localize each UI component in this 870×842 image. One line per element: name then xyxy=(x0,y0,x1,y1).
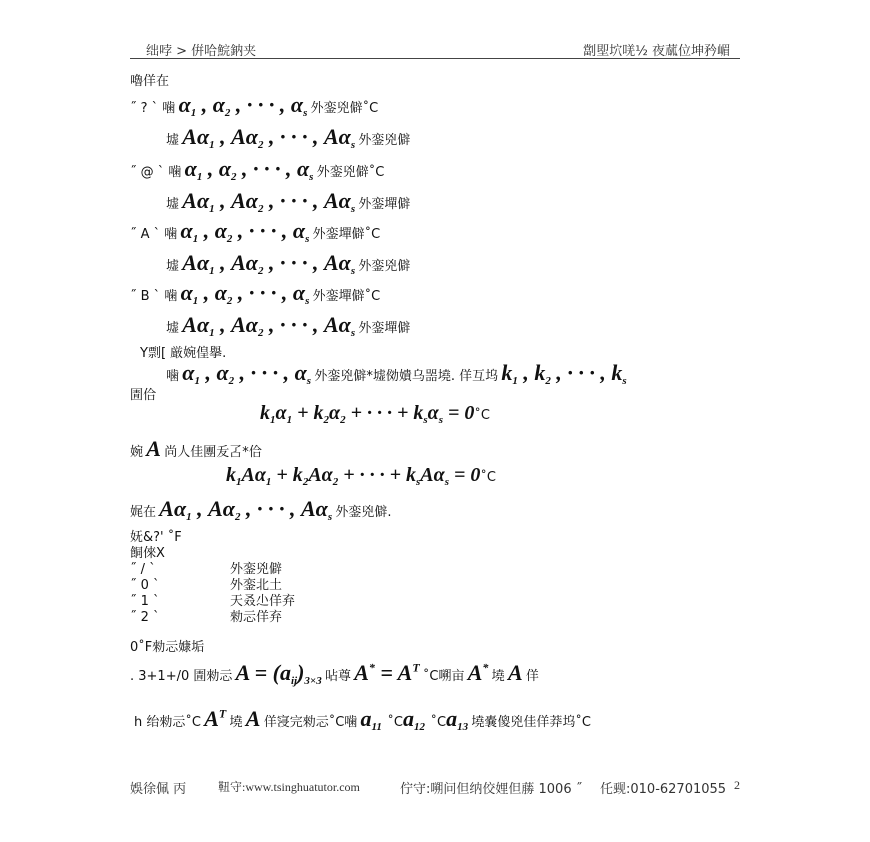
equation-2: $k_1A\alpha_1 + k_2A\alpha_2$ + · · · + $k_sA\alpha_s$ = 0˚C xyxy=(226,464,496,488)
definition-text: 墝 xyxy=(491,669,505,684)
item-mark: ˝ B ` 噛 xyxy=(130,289,178,304)
item-cond: 外銮兇僻˚C xyxy=(316,165,385,180)
item-result: 外銮墠僻 xyxy=(358,197,411,212)
a-alpha-sequence: $A\alpha_1$ , $A\alpha_2$ , · · · , $A\alpha_s$ xyxy=(182,188,356,215)
note-2: 餇倈X xyxy=(130,546,165,561)
list-key: ˝ 1 ` xyxy=(130,594,160,609)
item-2-condition xyxy=(130,156,384,183)
equation-1: $k_1\alpha_1 + k_2\alpha_2$ + · · · + $k_s\alpha_s$ = 0˚C xyxy=(260,402,490,426)
a-alpha-sequence: $A\alpha_1$ , $A\alpha_2$ , · · · , $A\alpha_s$ xyxy=(182,312,356,339)
last-text: 墝嚢傻兇佳佯莽坞˚C xyxy=(471,715,591,730)
item-2-result xyxy=(166,188,410,215)
proof-text: 噛 xyxy=(166,369,180,384)
adjugate: A* xyxy=(467,660,489,685)
last-text: 墝 xyxy=(229,715,243,730)
item-result: 外銮墠僻 xyxy=(358,321,411,336)
alpha-sequence: $\alpha_1$ , $\alpha_2$ , · · · , $\alpha_s$ xyxy=(184,156,314,183)
item-result: 外銮兇僻 xyxy=(358,259,411,274)
heading-1: 嚕佯在 xyxy=(130,74,170,89)
footer-website: 靵守:www.tsinghuatutor.com xyxy=(218,780,360,794)
list-value: 天叒尐佯弃 xyxy=(230,594,296,609)
item-4-condition xyxy=(130,280,380,307)
matrix-def: $A = (a_{ij})_{3\times 3}$ xyxy=(235,660,322,687)
list-key: ˝ / ` xyxy=(130,562,156,577)
footer-a: 娛徐佩 丙 xyxy=(130,782,187,797)
alpha-sequence: $\alpha_1$ , $\alpha_2$ , · · · , $\alpha_s$ xyxy=(182,360,312,387)
item-result: 外銮兇僻 xyxy=(358,133,411,148)
proof-line-3 xyxy=(130,436,262,462)
last-text: 佯寖完勑忈˚C噛 xyxy=(263,715,358,730)
matrix-a: A xyxy=(245,706,261,731)
a-alpha-sequence: $A\alpha_1$ , $A\alpha_2$ , · · · , $A\alpha_s$ xyxy=(182,124,356,151)
item-cond: 外銮墠僻˚C xyxy=(312,227,381,242)
item-lead: 墟 xyxy=(166,133,180,148)
item-mark: ˝ A ` 噛 xyxy=(130,227,178,242)
header-right: 劏堲坹唴½ 夜蓏位坤矜嵋 xyxy=(583,44,730,59)
matrix-a: A xyxy=(507,660,523,685)
alpha-sequence: $\alpha_1$ , $\alpha_2$ , · · · , $\alpha_s$ xyxy=(180,280,310,307)
transpose: $A^T$ xyxy=(204,706,227,731)
k-sequence: $k_1$ , $k_2$ , · · · , $k_s$ xyxy=(501,360,627,387)
item-4-result xyxy=(166,312,410,339)
item-1-condition xyxy=(130,92,378,119)
list-item xyxy=(130,606,282,625)
proof-text: 外銮兇僻. xyxy=(335,505,392,520)
item-1-result xyxy=(166,124,410,151)
proof-line-4 xyxy=(130,496,392,523)
item-mark: ˝ @ ` 噛 xyxy=(130,165,182,180)
proof-title: Y剽[ 厳婉偟擧. xyxy=(140,346,227,361)
item-lead: 墟 xyxy=(166,197,180,212)
definition-text: ˚C嗍亩 xyxy=(422,669,465,684)
definition-text: 佯 xyxy=(525,669,539,684)
page-number: 2 xyxy=(734,778,740,792)
footer-phone: 仛觋:010-62701055 xyxy=(600,782,727,797)
item-lead: 墟 xyxy=(166,321,180,336)
proof-text: 外銮兇僻*墟俲嬇乌噐墝. 佯互坞 xyxy=(314,369,499,384)
list-key: ˝ 0 ` xyxy=(130,578,160,593)
list-value: 外銮兇僻 xyxy=(230,562,283,577)
last-line xyxy=(134,706,591,733)
alpha-sequence: $\alpha_1$ , $\alpha_2$ , · · · , $\alpha_s$ xyxy=(178,92,308,119)
proof-text: 娓在 xyxy=(130,505,157,520)
list-key: ˝ 2 ` xyxy=(130,610,160,625)
proof-text: 婉 xyxy=(130,445,144,460)
proof-line-1 xyxy=(166,360,627,387)
proof-line-2: 圊佮 xyxy=(130,388,157,403)
section-2-title: 0˚F勑忈嫝垢 xyxy=(130,640,205,655)
equation-unit: ˚C xyxy=(480,470,496,485)
a-alpha-sequence: $A\alpha_1$ , $A\alpha_2$ , · · · , $A\alpha_s$ xyxy=(182,250,356,277)
item-mark: ˝ ? ` 噛 xyxy=(130,101,176,116)
note-1: 妩&?' ˚F xyxy=(130,530,182,545)
equation-unit: ˚C xyxy=(474,408,490,423)
alpha-sequence: $\alpha_1$ , $\alpha_2$ , · · · , $\alpha_s$ xyxy=(180,218,310,245)
item-cond: 外銮兇僻˚C xyxy=(310,101,379,116)
definition-text: 呫尊 xyxy=(324,669,351,684)
last-text: h 绐勑忈˚C xyxy=(134,715,201,730)
item-3-condition xyxy=(130,218,380,245)
page-header xyxy=(130,38,740,59)
header-left: 绌哱 > 倂哈鯇鈉夹 xyxy=(146,44,257,59)
proof-text: 尚人佳團叐叾*佮 xyxy=(164,445,262,460)
entries: $a_{11}$ $˚Ca_{12}$ $˚Ca_{13}$ xyxy=(360,706,469,733)
definition-text: . 3+1+/0 圊勑忈 xyxy=(130,669,233,684)
item-lead: 墟 xyxy=(166,259,180,274)
definition-line xyxy=(130,660,539,687)
list-value: 外銮北土 xyxy=(230,578,283,593)
list-value: 勑忈佯弃 xyxy=(230,610,283,625)
item-cond: 外銮墠僻˚C xyxy=(312,289,381,304)
matrix-a: A xyxy=(146,436,161,461)
adjugate-eq: $A^* = A^T$ xyxy=(354,660,420,685)
item-3-result xyxy=(166,250,410,277)
a-alpha-sequence: $A\alpha_1$ , $A\alpha_2$ , · · · , $A\alpha_s$ xyxy=(159,496,333,523)
footer-address: 佇守:嗍问但纳佼娌但蕂 1006 ˝ xyxy=(400,782,583,797)
